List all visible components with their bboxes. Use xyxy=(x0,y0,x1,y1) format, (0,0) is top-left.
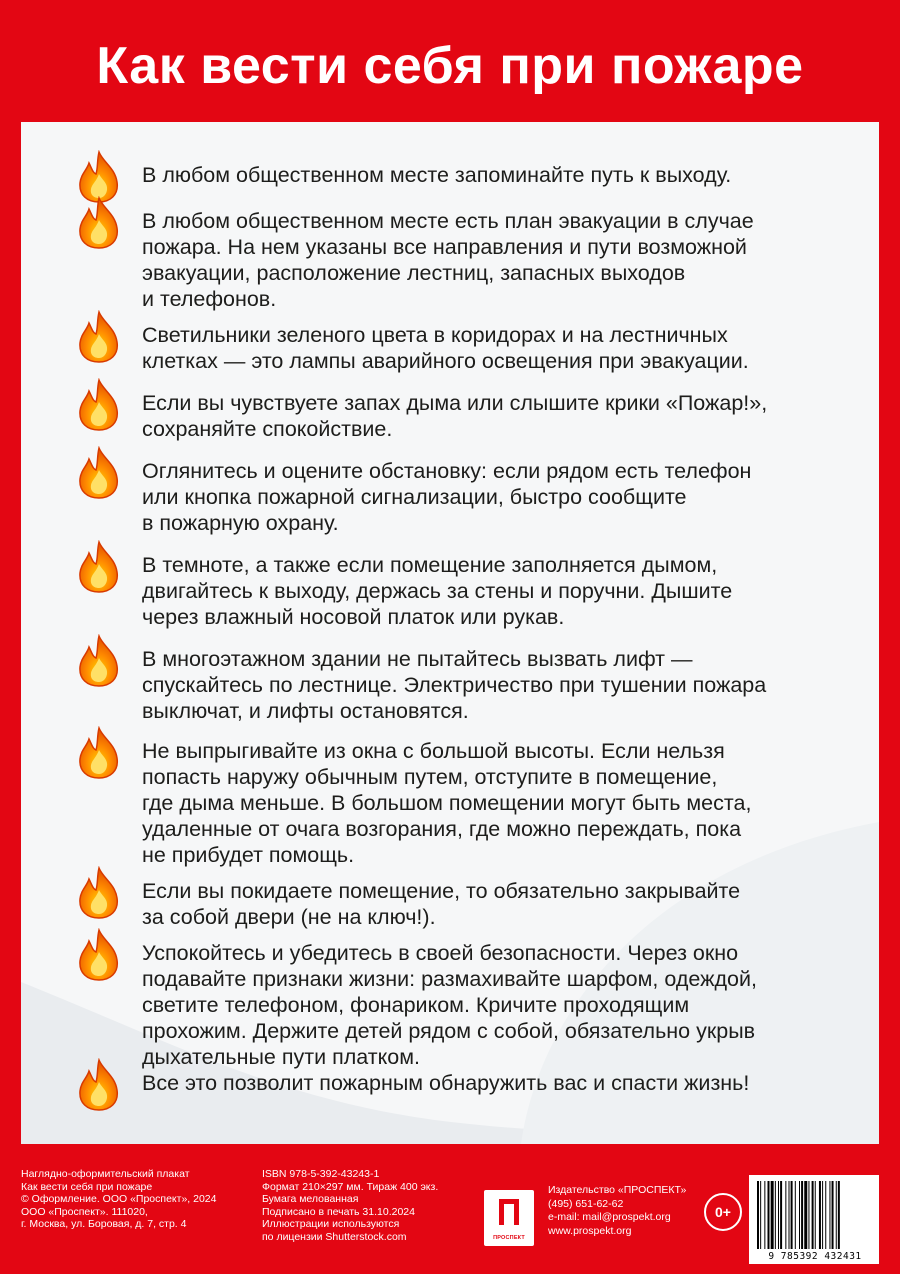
rule-text: Светильники зеленого цвета в коридорах и на лестничных клетках — это лампы аварийного освещения при эвакуации. xyxy=(142,323,749,373)
rules-list xyxy=(21,122,879,1144)
page-title: Как вести себя при пожаре xyxy=(96,37,804,95)
footer xyxy=(0,1160,900,1274)
logo-mark-icon xyxy=(497,1197,521,1227)
barcode-bars-icon xyxy=(757,1181,871,1249)
publisher-logo xyxy=(484,1190,534,1246)
rule-text: Не выпрыгивайте из окна с большой высоты. Если нельзя попасть наружу обычным путем, отступите в помещение, где дыма меньше. В большом помещении могут быть места, удаленные от очага возгорания, где можно переждать, пока не прибудет помощь. xyxy=(142,739,752,867)
rule-text: Все это позволит пожарным обнаружить вас и спасти жизнь! xyxy=(142,1071,750,1095)
flame-icon xyxy=(77,634,121,688)
barcode xyxy=(749,1175,879,1264)
flame-icon xyxy=(77,726,121,780)
rule-text: В многоэтажном здании не пытайтесь вызвать лифт — спускайтесь по лестнице. Электричество при тушении пожара выключат, и лифты остановятся. xyxy=(142,647,767,723)
rule-text: В любом общественном месте запоминайте путь к выходу. xyxy=(142,163,732,187)
flame-icon xyxy=(77,310,121,364)
rules-panel xyxy=(21,122,879,1144)
logo-text: ПРОСПЕКТ xyxy=(493,1235,525,1241)
flame-icon xyxy=(77,540,121,594)
publication-details: ISBN 978-5-392-43243-1 Формат 210×297 мм. Тираж 400 экз. Бумага мелованная Подписано в печать 31.10.2024 Иллюстрации используются по лицензии Shutterstock.com xyxy=(262,1168,439,1243)
rule-text: Оглянитесь и оцените обстановку: если рядом есть телефон или кнопка пожарной сигнализации, быстро сообщите в пожарную охрану. xyxy=(142,459,752,535)
rule-text: В темноте, а также если помещение заполняется дымом, двигайтесь к выходу, держась за стены и поручни. Дышите через влажный носовой платок или рукав. xyxy=(142,553,733,629)
rule-text: Если вы покидаете помещение, то обязательно закрывайте за собой двери (не на ключ!). xyxy=(142,879,741,929)
poster-imprint: Наглядно-оформительский плакат Как вести себя при пожаре © Оформление. ООО «Проспект», 2024 ООО «Проспект». 111020, г. Москва, ул. Боровая, д. 7, стр. 4 xyxy=(21,1168,217,1230)
flame-icon xyxy=(77,446,121,500)
rule-text: В любом общественном месте есть план эвакуации в случае пожара. На нем указаны все направления и пути возможной эвакуации, расположение лестниц, запасных выходов и телефонов. xyxy=(142,209,754,311)
flame-icon xyxy=(77,866,121,920)
flame-icon xyxy=(77,928,121,982)
rule-text: Успокойтесь и убедитесь в своей безопасности. Через окно подавайте признаки жизни: размахивайте шарфом, одеждой, светите телефоном, фонариком. Кричите проходящим прохожим. Держите детей рядом с собой, обязательно укрыв дыхательные пути платком. xyxy=(142,941,757,1069)
barcode-number: 9 785392 432431 xyxy=(768,1251,862,1262)
flame-icon xyxy=(77,1058,121,1112)
publisher-contacts: Издательство «ПРОСПЕКТ» (495) 651-62-62 e-mail: mail@prospekt.org www.prospekt.org xyxy=(548,1184,687,1237)
flame-icon xyxy=(77,196,121,250)
rule-text: Если вы чувствуете запах дыма или слышите крики «Пожар!», сохраняйте спокойствие. xyxy=(142,391,768,441)
flame-icon xyxy=(77,378,121,432)
age-rating-badge: 0+ xyxy=(704,1193,742,1231)
